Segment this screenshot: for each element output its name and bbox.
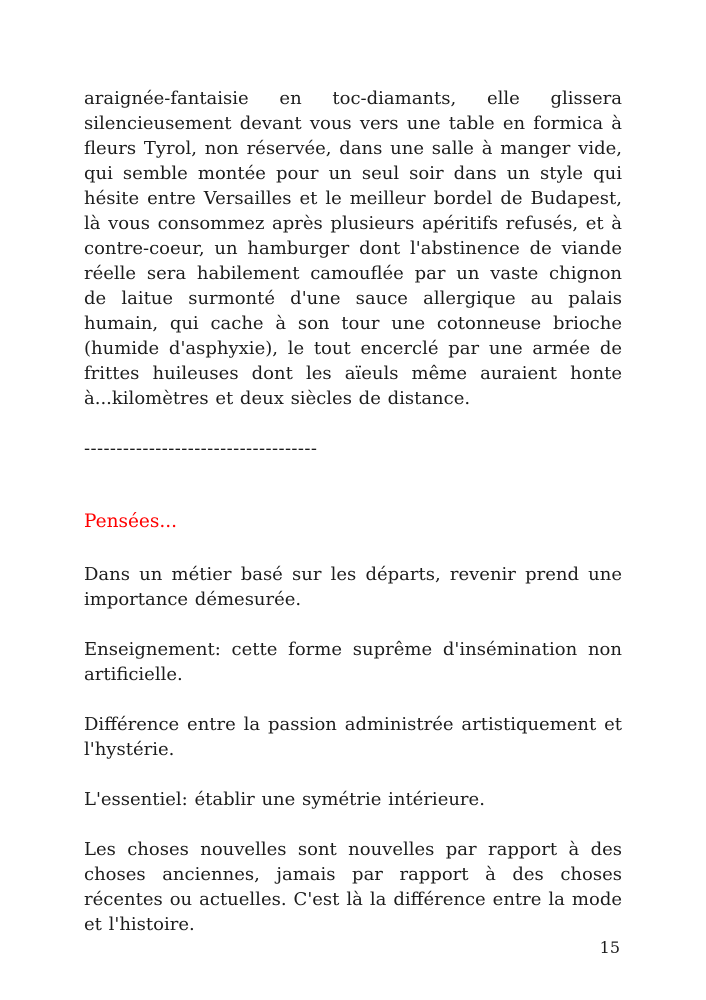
page-number: 15: [599, 938, 620, 957]
page-content: [84, 86, 622, 962]
thought-paragraph-4: L'essentiel: établir une symétrie intérieure.: [84, 789, 485, 810]
thought-paragraph-5: Les choses nouvelles sont nouvelles par rapport à des choses anciennes, jamais par rapport à des choses récentes ou actuelles. C'est là la différence entre la mode et l'histoire.: [84, 839, 622, 935]
thought-paragraph-3: Différence entre la passion administrée artistiquement et l'hystérie.: [84, 714, 622, 760]
section-heading-pensees: Pensées...: [84, 511, 178, 532]
body-paragraph: araignée-fantaisie en toc-diamants, elle glissera silencieusement devant vous vers une table en formica à fleurs Tyrol, non réservée, dans une salle à manger vide, qui semble montée pour un seul soir dans un style qui hésite entre Versailles et le meilleur bordel de Budapest, là vous consommez après plusieurs apéritifs refusés, et à contre-coeur, un hamburger dont l'abstinence de viande réelle sera habilement camouflée par un vaste chignon de laitue surmonté d'une sauce allergique au palais humain, qui cache à son tour une cotonneuse brioche (humide d'asphyxie), le tout encerclé par une armée de frittes huileuses dont les aïeuls même auraient honte à...kilomètres et deux siècles de distance.: [84, 88, 622, 409]
thought-paragraph-2: Enseignement: cette forme suprême d'insémination non artificielle.: [84, 639, 622, 685]
thought-paragraph-1: Dans un métier basé sur les départs, revenir prend une importance démesurée.: [84, 564, 622, 610]
dashed-separator: ------------------------------------: [84, 438, 318, 459]
